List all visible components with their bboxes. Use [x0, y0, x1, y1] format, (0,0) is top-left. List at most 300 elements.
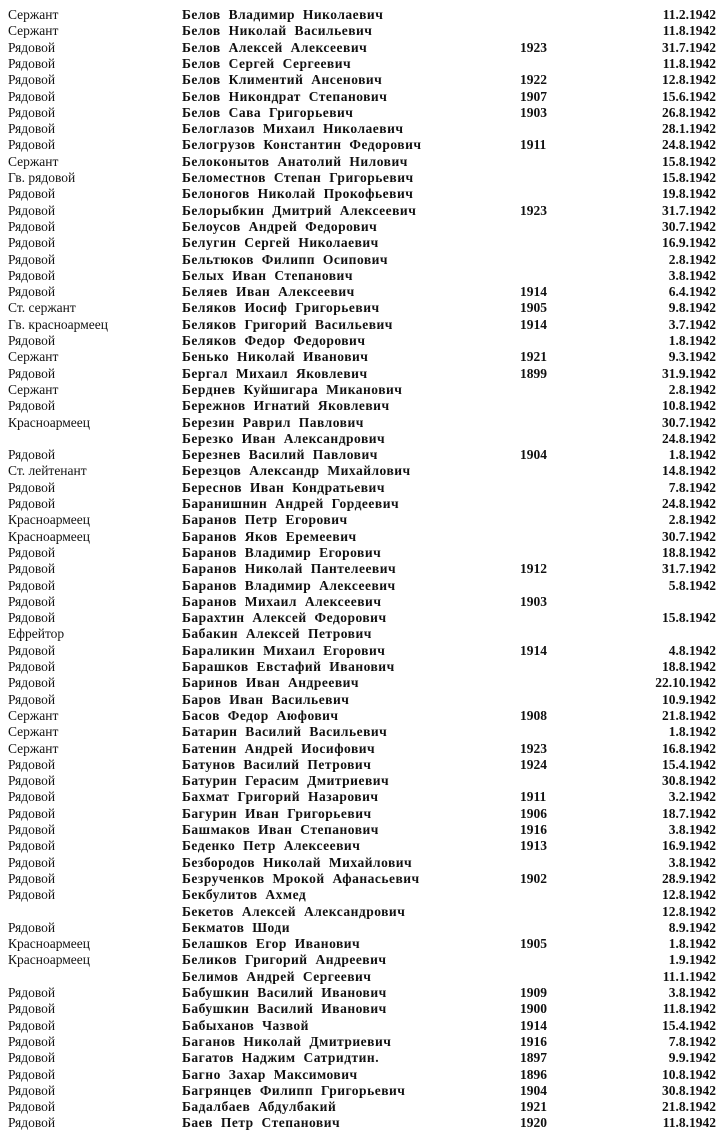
record-date: 10.8.1942	[662, 1066, 716, 1082]
record-date: 11.8.1942	[662, 55, 716, 71]
record-name: Баранов Николай Пантелеевич	[182, 561, 397, 577]
record-rank: Рядовой	[8, 1115, 56, 1131]
record-birth-year: 1923	[520, 202, 547, 218]
record-rank: Сержант	[8, 740, 59, 756]
record-name: Бенько Николай Иванович	[182, 349, 369, 365]
record-rank: Рядовой	[8, 985, 56, 1000]
record-row	[0, 7, 728, 23]
record-row	[0, 578, 728, 594]
record-row	[0, 154, 728, 170]
record-row	[0, 1034, 728, 1050]
record-row	[0, 594, 728, 610]
record-row	[0, 904, 728, 920]
record-rank: Сержант	[8, 707, 59, 723]
record-row	[0, 626, 728, 642]
record-row	[0, 675, 728, 691]
record-birth-year: 1900	[520, 1001, 547, 1017]
record-date: 1.8.1942	[668, 936, 716, 952]
record-date: 1.9.1942	[668, 952, 716, 968]
record-date: 3.7.1942	[668, 316, 716, 332]
record-date: 9.3.1942	[668, 349, 716, 365]
record-rank: Сержант	[8, 153, 59, 169]
record-name: Баранишнин Андрей Гордеевич	[182, 496, 400, 511]
record-birth-year: 1897	[520, 1050, 547, 1066]
record-rank: Рядовой	[8, 544, 56, 560]
record-name: Белогрузов Константин Федорович	[182, 137, 422, 153]
record-row	[0, 1115, 728, 1131]
record-date: 3.8.1942	[668, 854, 716, 870]
record-row	[0, 561, 728, 577]
record-rank: Рядовой	[8, 577, 56, 593]
record-rank: Рядовой	[8, 496, 56, 511]
record-row	[0, 855, 728, 871]
record-rank: Красноармеец	[8, 952, 91, 968]
record-row	[0, 1083, 728, 1099]
record-rank: Рядовой	[8, 479, 56, 495]
record-date: 30.7.1942	[662, 414, 716, 430]
record-date: 15.8.1942	[662, 153, 716, 169]
record-date: 15.8.1942	[662, 610, 716, 626]
record-date: 5.8.1942	[668, 577, 716, 593]
record-rank: Ст. сержант	[8, 300, 76, 316]
record-rank: Красноармеец	[8, 512, 91, 528]
record-name: Берднев Куйшигара Миканович	[182, 381, 403, 397]
record-date: 19.8.1942	[662, 186, 716, 202]
record-name: Белов Никондрат Степанович	[182, 88, 388, 104]
record-rank: Сержант	[8, 7, 59, 22]
record-rank: Рядовой	[8, 838, 56, 854]
record-birth-year: 1914	[520, 316, 547, 332]
record-date: 30.8.1942	[662, 1082, 716, 1098]
record-date: 11.2.1942	[662, 7, 716, 22]
record-row	[0, 300, 728, 316]
record-date: 7.8.1942	[668, 1033, 716, 1049]
record-row	[0, 659, 728, 675]
record-row	[0, 610, 728, 626]
record-date: 31.7.1942	[662, 202, 716, 218]
record-row	[0, 268, 728, 284]
record-row	[0, 512, 728, 528]
record-birth-year: 1914	[520, 1017, 547, 1033]
record-birth-year: 1912	[520, 561, 547, 577]
record-rank: Гв. красноармеец	[8, 316, 108, 332]
record-date: 9.9.1942	[668, 1050, 716, 1066]
record-row	[0, 203, 728, 219]
record-name: Белов Климентий Ансенович	[182, 72, 383, 88]
record-row	[0, 496, 728, 512]
record-date: 14.8.1942	[662, 463, 716, 479]
record-rank: Рядовой	[8, 1066, 56, 1082]
record-row	[0, 724, 728, 740]
record-rank: Рядовой	[8, 202, 56, 218]
record-rank: Красноармеец	[8, 936, 91, 952]
record-date: 2.8.1942	[668, 251, 716, 267]
record-birth-year: 1914	[520, 642, 547, 658]
record-birth-year: 1906	[520, 805, 547, 821]
record-row	[0, 545, 728, 561]
record-date: 11.8.1942	[662, 1001, 716, 1017]
record-row	[0, 398, 728, 414]
record-row	[0, 252, 728, 268]
record-date: 18.7.1942	[662, 805, 716, 821]
record-name: Баранов Владимир Егорович	[182, 544, 382, 560]
record-rank: Рядовой	[8, 1017, 56, 1033]
record-birth-year: 1896	[520, 1066, 547, 1082]
record-birth-year: 1916	[520, 1033, 547, 1049]
record-name: Багно Захар Максимович	[182, 1066, 358, 1082]
record-name: Бабыханов Чазвой	[182, 1017, 309, 1033]
record-row	[0, 89, 728, 105]
record-rank: Рядовой	[8, 773, 56, 789]
record-rank: Рядовой	[8, 822, 56, 837]
record-row	[0, 349, 728, 365]
record-rank: Рядовой	[8, 593, 56, 609]
record-rank: Сержант	[8, 23, 59, 39]
record-row	[0, 757, 728, 773]
record-date: 3.8.1942	[668, 267, 716, 283]
record-name: Беляев Иван Алексеевич	[182, 284, 355, 300]
record-date: 26.8.1942	[662, 104, 716, 120]
record-name: Безбородов Николай Михайлович	[182, 854, 413, 870]
record-rank: Рядовой	[8, 659, 56, 674]
record-name: Белоногов Николай Прокофьевич	[182, 186, 414, 202]
record-rank: Рядовой	[8, 137, 56, 153]
record-row	[0, 463, 728, 479]
record-date: 11.1.1942	[662, 968, 716, 984]
record-rank: Рядовой	[8, 55, 56, 71]
record-birth-year: 1914	[520, 284, 547, 300]
record-rank: Рядовой	[8, 398, 56, 414]
record-name: Баров Иван Васильевич	[182, 691, 350, 707]
record-date: 30.7.1942	[662, 218, 716, 234]
record-name: Башмаков Иван Степанович	[182, 822, 379, 837]
record-date: 28.9.1942	[662, 870, 716, 886]
record-row	[0, 806, 728, 822]
record-date: 3.8.1942	[668, 985, 716, 1000]
record-row	[0, 1001, 728, 1017]
record-date: 7.8.1942	[668, 479, 716, 495]
record-rank: Рядовой	[8, 1099, 56, 1115]
record-rank: Ефрейтор	[8, 626, 65, 642]
record-date: 30.8.1942	[662, 773, 716, 789]
record-birth-year: 1911	[520, 789, 547, 805]
record-date: 18.8.1942	[662, 544, 716, 560]
record-date: 8.9.1942	[668, 919, 716, 935]
record-rank: Рядовой	[8, 121, 56, 137]
record-rank: Рядовой	[8, 1082, 56, 1098]
record-name: Беляков Федор Федорович	[182, 333, 366, 348]
record-rank: Рядовой	[8, 39, 56, 55]
record-rank: Гв. рядовой	[8, 170, 76, 185]
record-name: Беденко Петр Алексеевич	[182, 838, 361, 854]
record-date: 12.8.1942	[662, 903, 716, 919]
record-rank: Рядовой	[8, 218, 56, 234]
record-row	[0, 415, 728, 431]
record-date: 15.4.1942	[662, 756, 716, 772]
record-name: Беликов Григорий Андреевич	[182, 952, 387, 968]
record-rank: Рядовой	[8, 610, 56, 626]
record-birth-year: 1905	[520, 936, 547, 952]
record-row	[0, 447, 728, 463]
record-birth-year: 1904	[520, 1082, 547, 1098]
record-rank: Рядовой	[8, 267, 56, 283]
record-row	[0, 284, 728, 300]
record-rank: Сержант	[8, 349, 59, 365]
record-date: 11.8.1942	[662, 23, 716, 39]
record-name: Белоглазов Михаил Николаевич	[182, 121, 404, 137]
record-rank: Рядовой	[8, 691, 56, 707]
record-birth-year: 1907	[520, 88, 547, 104]
record-name: Бекбулитов Ахмед	[182, 887, 307, 903]
record-date: 12.8.1942	[662, 72, 716, 88]
record-rank: Рядовой	[8, 104, 56, 120]
record-name: Белоусов Андрей Федорович	[182, 218, 378, 234]
record-name: Бережнов Игнатий Яковлевич	[182, 398, 390, 414]
record-row	[0, 692, 728, 708]
record-name: Бекетов Алексей Александрович	[182, 903, 406, 919]
record-name: Березцов Александр Михайлович	[182, 463, 411, 479]
record-rank: Рядовой	[8, 675, 56, 691]
record-date: 6.4.1942	[668, 284, 716, 300]
record-name: Белых Иван Степанович	[182, 267, 353, 283]
record-rank: Рядовой	[8, 1001, 56, 1017]
record-date: 2.8.1942	[668, 381, 716, 397]
record-rank: Красноармеец	[8, 528, 91, 544]
record-rank: Сержант	[8, 724, 59, 740]
record-row	[0, 40, 728, 56]
record-rank: Сержант	[8, 381, 59, 397]
record-row	[0, 789, 728, 805]
record-rank: Рядовой	[8, 887, 56, 903]
record-date: 28.1.1942	[662, 121, 716, 137]
record-name: Белов Сергей Сергеевич	[182, 55, 352, 71]
record-row	[0, 480, 728, 496]
record-rank: Рядовой	[8, 561, 56, 577]
record-date: 10.8.1942	[662, 398, 716, 414]
record-date: 15.8.1942	[662, 170, 716, 185]
record-rank: Рядовой	[8, 365, 56, 381]
record-date: 12.8.1942	[662, 887, 716, 903]
record-birth-year: 1924	[520, 756, 547, 772]
record-date: 31.7.1942	[662, 39, 716, 55]
record-row	[0, 1099, 728, 1115]
record-row	[0, 920, 728, 936]
record-name: Белашков Егор Иванович	[182, 936, 361, 952]
record-name: Бабушкин Василий Иванович	[182, 1001, 387, 1017]
record-name: Безрученков Мрокой Афанасьевич	[182, 870, 420, 886]
record-name: Береснов Иван Кондратьевич	[182, 479, 385, 495]
record-name: Бараликин Михаил Егорович	[182, 642, 386, 658]
record-rank: Рядовой	[8, 251, 56, 267]
record-date: 16.8.1942	[662, 740, 716, 756]
record-rank: Ст. лейтенант	[8, 463, 87, 479]
record-row	[0, 1018, 728, 1034]
record-rank: Рядовой	[8, 919, 56, 935]
record-birth-year: 1909	[520, 985, 547, 1000]
record-rank: Рядовой	[8, 789, 56, 805]
record-rank: Рядовой	[8, 88, 56, 104]
record-name: Бабушкин Василий Иванович	[182, 985, 387, 1000]
record-row	[0, 23, 728, 39]
record-rank: Рядовой	[8, 854, 56, 870]
record-date: 11.8.1942	[662, 1115, 716, 1131]
record-rank: Рядовой	[8, 1050, 56, 1066]
record-date: 15.6.1942	[662, 88, 716, 104]
record-row	[0, 952, 728, 968]
record-date: 18.8.1942	[662, 659, 716, 674]
record-name: Белорыбкин Дмитрий Алексеевич	[182, 202, 417, 218]
record-name: Баранов Владимир Алексеевич	[182, 577, 396, 593]
record-date: 31.7.1942	[662, 561, 716, 577]
record-name: Белов Владимир Николаевич	[182, 7, 384, 22]
record-name: Баранов Яков Еремеевич	[182, 528, 357, 544]
record-row	[0, 170, 728, 186]
record-rank: Рядовой	[8, 1033, 56, 1049]
record-date: 21.8.1942	[662, 707, 716, 723]
record-row	[0, 822, 728, 838]
record-row	[0, 431, 728, 447]
record-row	[0, 382, 728, 398]
record-date: 31.9.1942	[662, 365, 716, 381]
record-row	[0, 936, 728, 952]
record-birth-year: 1916	[520, 822, 547, 837]
record-date: 1.8.1942	[668, 724, 716, 740]
record-rank: Красноармеец	[8, 414, 91, 430]
record-name: Белов Сава Григорьевич	[182, 104, 354, 120]
record-birth-year: 1902	[520, 870, 547, 886]
record-date: 1.8.1942	[668, 447, 716, 463]
record-date: 9.8.1942	[668, 300, 716, 316]
record-row	[0, 333, 728, 349]
record-row	[0, 969, 728, 985]
record-row	[0, 317, 728, 333]
record-name: Багурин Иван Григорьевич	[182, 805, 372, 821]
record-name: Белоконытов Анатолий Нилович	[182, 153, 408, 169]
record-date: 3.2.1942	[668, 789, 716, 805]
record-row	[0, 741, 728, 757]
record-rank: Рядовой	[8, 756, 56, 772]
record-birth-year: 1905	[520, 300, 547, 316]
record-date: 30.7.1942	[662, 528, 716, 544]
record-name: Белов Алексей Алексеевич	[182, 39, 368, 55]
record-name: Басов Федор Аюфович	[182, 707, 339, 723]
record-date: 4.8.1942	[668, 642, 716, 658]
record-birth-year: 1904	[520, 447, 547, 463]
record-name: Багатов Наджим Сатридтин.	[182, 1050, 380, 1066]
record-name: Батенин Андрей Иосифович	[182, 740, 376, 756]
record-row	[0, 887, 728, 903]
record-name: Белугин Сергей Николаевич	[182, 235, 379, 251]
record-name: Барашков Евстафий Иванович	[182, 659, 395, 674]
record-birth-year: 1922	[520, 72, 547, 88]
record-name: Баев Петр Степанович	[182, 1115, 341, 1131]
record-rank: Рядовой	[8, 805, 56, 821]
record-row	[0, 708, 728, 724]
record-date: 21.8.1942	[662, 1099, 716, 1115]
record-name: Белимов Андрей Сергеевич	[182, 968, 372, 984]
record-rank: Рядовой	[8, 447, 56, 463]
record-rank: Рядовой	[8, 284, 56, 300]
record-birth-year: 1899	[520, 365, 547, 381]
record-row	[0, 72, 728, 88]
record-birth-year: 1923	[520, 39, 547, 55]
record-date: 3.8.1942	[668, 822, 716, 837]
record-birth-year: 1923	[520, 740, 547, 756]
record-name: Березин Раврил Павлович	[182, 414, 364, 430]
record-date: 22.10.1942	[655, 675, 716, 691]
record-rank: Рядовой	[8, 186, 56, 202]
record-name: Баганов Николай Дмитриевич	[182, 1033, 392, 1049]
record-rank: Рядовой	[8, 642, 56, 658]
record-row	[0, 529, 728, 545]
record-rank: Рядовой	[8, 870, 56, 886]
record-name: Батунов Василий Петрович	[182, 756, 372, 772]
record-row	[0, 643, 728, 659]
record-birth-year: 1903	[520, 593, 547, 609]
record-row	[0, 773, 728, 789]
record-rank: Рядовой	[8, 72, 56, 88]
record-rank: Рядовой	[8, 333, 56, 348]
record-birth-year: 1903	[520, 104, 547, 120]
record-row	[0, 105, 728, 121]
record-name: Батарин Василий Васильевич	[182, 724, 388, 740]
record-name: Березнев Василий Павлович	[182, 447, 378, 463]
record-date: 24.8.1942	[662, 496, 716, 511]
record-name: Бельтюков Филипп Осипович	[182, 251, 389, 267]
record-name: Белов Николай Васильевич	[182, 23, 373, 39]
record-row	[0, 56, 728, 72]
record-name: Березко Иван Александрович	[182, 430, 386, 446]
record-date: 15.4.1942	[662, 1017, 716, 1033]
record-name: Баранов Михаил Алексеевич	[182, 593, 382, 609]
record-row	[0, 121, 728, 137]
record-date: 1.8.1942	[668, 333, 716, 348]
record-birth-year: 1920	[520, 1115, 547, 1131]
record-name: Бадалбаев Абдулбакий	[182, 1099, 337, 1115]
record-row	[0, 366, 728, 382]
record-row	[0, 235, 728, 251]
record-name: Бекматов Шоди	[182, 919, 291, 935]
record-name: Багрянцев Филипп Григорьевич	[182, 1082, 406, 1098]
record-name: Беляков Иосиф Григорьевич	[182, 300, 380, 316]
record-birth-year: 1913	[520, 838, 547, 854]
record-date: 16.9.1942	[662, 235, 716, 251]
record-name: Беляков Григорий Васильевич	[182, 316, 393, 332]
record-date: 10.9.1942	[662, 691, 716, 707]
record-name: Баринов Иван Андреевич	[182, 675, 360, 691]
record-name: Батурин Герасим Дмитриевич	[182, 773, 390, 789]
record-row	[0, 985, 728, 1001]
record-date: 24.8.1942	[662, 430, 716, 446]
record-row	[0, 1067, 728, 1083]
record-name: Беломестнов Степан Григорьевич	[182, 170, 414, 185]
record-rank: Рядовой	[8, 235, 56, 251]
record-row	[0, 137, 728, 153]
record-name: Барахтин Алексей Федорович	[182, 610, 387, 626]
record-birth-year: 1908	[520, 707, 547, 723]
record-date: 24.8.1942	[662, 137, 716, 153]
record-birth-year: 1921	[520, 1099, 547, 1115]
record-name: Баранов Петр Егорович	[182, 512, 348, 528]
record-row	[0, 871, 728, 887]
record-name: Бергал Михаил Яковлевич	[182, 365, 368, 381]
record-date: 16.9.1942	[662, 838, 716, 854]
record-name: Бабакин Алексей Петрович	[182, 626, 372, 642]
record-birth-year: 1921	[520, 349, 547, 365]
record-name: Бахмат Григорий Назарович	[182, 789, 379, 805]
record-row	[0, 838, 728, 854]
record-date: 2.8.1942	[668, 512, 716, 528]
